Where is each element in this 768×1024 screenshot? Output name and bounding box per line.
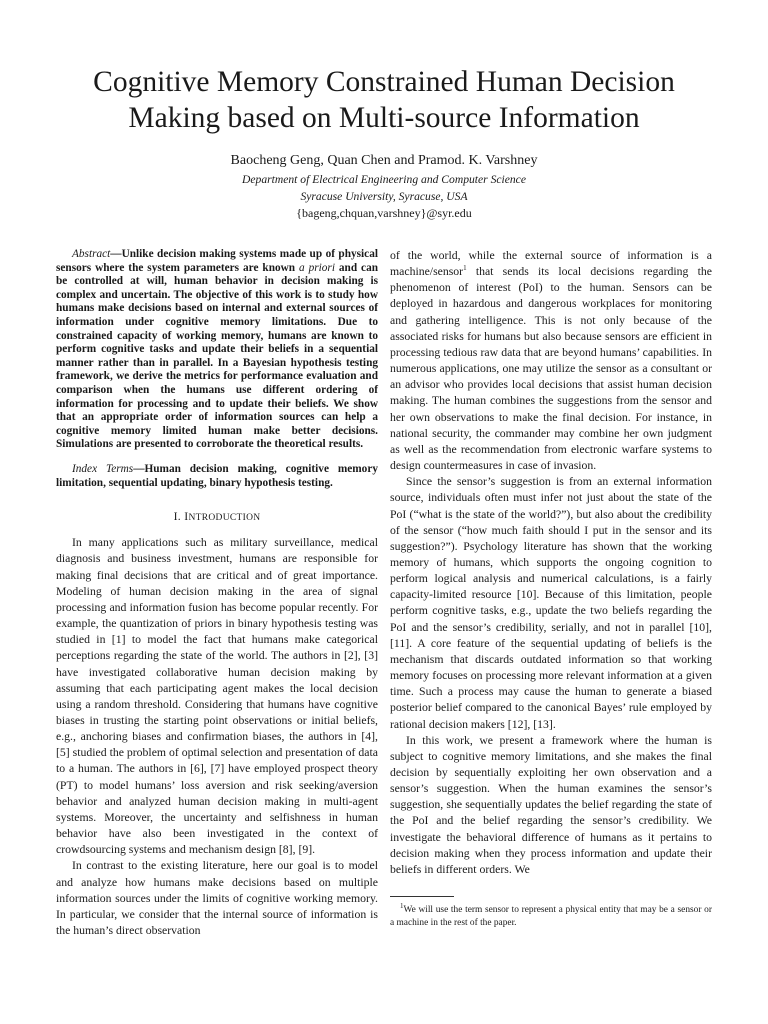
footnote-text: We will use the term sensor to represent a physical entity that may be a sensor or a machine in the rest of the paper. [390,905,712,928]
intro-paragraph-1: In many applications such as military surveillance, medical diagnosis and business investment, humans are responsible for making final decisions that are critical and of great importance. Modeling of human decision making in the area of signal processing and information fusion has become popular recently. For example, the quantization of priors in binary hypothesis testing was studied in [1] to model the fact that humans make categorical perceptions regarding the state of the world. The authors in [2], [3] have investigated collaborative human decision making by assuming that each participating agent makes the local decision using a random threshold. Considering that humans have cognitive biases in trusting the starting point observations or initial beliefs, e.g., anchoring biases and confirmation biases, the authors in [4], [5] studied the problem of optimal selection and presentation of data to a human. The authors in [6], [7] have employed prospect theory (PT) to model humans’ loss aversion and risk seeking/aversion behavior and analyzed human decision making in multi-agent systems. Moreover, the uncertainty and selfishness in human behavior have also been investigated in the context of crowdsourcing systems and mechanism design [8], [9]. [56,536,378,857]
intro-paragraph-4: Since the sensor’s suggestion is from an external information source, individuals often must infer not just about the state of the PoI (“what is the state of the world?”), but also about the credibility of the sensor (“how much faith should I put in the sensor and its suggestion?”). Psychology literature has shown that the working memory of humans, which supports the ongoing cognition to perform logical analysis and numerical calculations, is a fairly capacity-limited resource [10]. Because of this limitation, people perform cognitive tasks, e.g., update the two beliefs regarding the PoI and the sensor’s credibility, serially, and not in parallel [10], [11]. A core feature of the sequential updating of beliefs is the mechanism that discards outdated information so that working memory focuses on processing more relevant information at a given time. Such a process may cause the human to generate a biased posterior belief compared to the canonical Bayes’ rule employed by rational decision makers [12], [13]. [390,475,712,731]
section-numeral: I. [173,510,185,524]
section-title-first: I [184,510,189,524]
index-terms-label: Index Terms [72,462,134,475]
author-list: Baocheng Geng, Quan Chen and Pramod. K. Varshney [230,153,538,168]
intro-paragraph-3 [390,248,712,474]
abstract-apriori: a priori [299,261,335,274]
abstract: Abstract—Unlike decision making systems made up of physical sensors where the system parameters are known a priori and can be controlled at will, human behavior in decision making is complex and uncertain. The objective of this work is to study how humans make decisions based on internal and external sources of information under cognitive memory limitations. Due to constrained capacity of working memory, humans are known to perform cognitive tasks and update their beliefs in a sequential manner rather than in parallel. In a Bayesian hypothesis testing framework, we derive the metrics for performance evaluation and comparison when the humans use different ordering of information for processing and to update their beliefs. We show that an appropriate order of information sources can help a cognitive memory limited human make better decisions. Simulations are presented to corroborate the theoretical results. [56,248,379,451]
abstract-label: Abstract [72,248,111,260]
intro-paragraph-3-end: that sends its local decisions regarding the phenomenon of interest (PoI) to the human. Sensors can be deployed in hazardous and dangerous workplaces for monitoring and gathering intelligence. This is not only because of the associated risks for humans but also because sensors are efficient in processing tedious raw data that are beyond humans’ capabilities. In numerous applications, one may utilize the sensor as a consultant or an advisor who provides local decisions that assist human decision making. The human combines the suggestions from the sensor and her own observations to make the final decision. For instance, in national security, the commander may combine her own judgment as well as the recommendation from electronic warfare systems to design countermeasures in case of invasion. [390,265,712,473]
affiliation-department: Department of Electrical Engineering and Computer Science [242,173,526,186]
title-line-2: Making based on Multi-source Information [128,102,640,134]
section-title-rest: NTRODUCTION [188,513,261,524]
paper-title [40,64,728,136]
footnote-number: 1 [400,901,404,910]
footnote [390,901,712,930]
index-terms-text: Human decision making, cognitive memory limitation, sequential updating, binary hypothesis testing. [56,462,378,489]
abstract-text-end: and can be controlled at will, human behavior in decision making is complex and uncertain. The objective of this work is to study how humans make decisions based on internal and external sources of information under cognitive memory limitations. Due to constrained capacity of working memory, humans are known to perform cognitive tasks and update their beliefs in a sequential manner rather than in parallel. In a Bayesian hypothesis testing framework, we derive the metrics for performance evaluation and comparison when the humans use different ordering of information for processing and to update their beliefs. We show that an appropriate order of information sources can help a cognitive memory limited human make better decisions. Simulations are presented to corroborate the theoretical results. [56,261,379,451]
abstract-text-start: Unlike decision making systems made up of physical sensors where the system parameters are known [56,248,378,274]
intro-paragraph-2: In contrast to the existing literature, here our goal is to model and analyze how humans make decisions based on multiple information sources under the limits of cognitive working memory. In particular, we consider that the internal source of information is the human’s direct observation [56,859,378,937]
title-line-1: Cognitive Memory Constrained Human Decision [93,66,675,98]
author-emails: {bageng,chquan,varshney}@syr.edu [296,206,472,220]
intro-paragraph-5: In this work, we present a framework where the human is subject to cognitive memory limitations, and she makes the final decision by sequentially exploiting her own observation and a sensor’s suggestion. When the human examines the sensor’s suggestion, she sequentially updates the belief regarding the state of the PoI and the belief regarding the sensor’s credibility. We investigate the behavioral difference of humans as it pertains to decision making when they process information and update their beliefs in different orders. We [390,733,712,876]
footnote-marker: 1 [463,264,467,273]
right-column [390,248,712,878]
footnote-divider [390,896,454,897]
affiliation-university: Syracuse University, Syracuse, USA [300,190,468,203]
index-terms: Index Terms—Human decision making, cognitive memory limitation, sequential updating, binary hypothesis testing. [56,462,378,489]
intro-paragraph-3-start: of the world, while the external source of information is a machine/sensor [390,249,712,279]
section-heading-introduction [56,509,378,526]
left-column [56,248,378,939]
